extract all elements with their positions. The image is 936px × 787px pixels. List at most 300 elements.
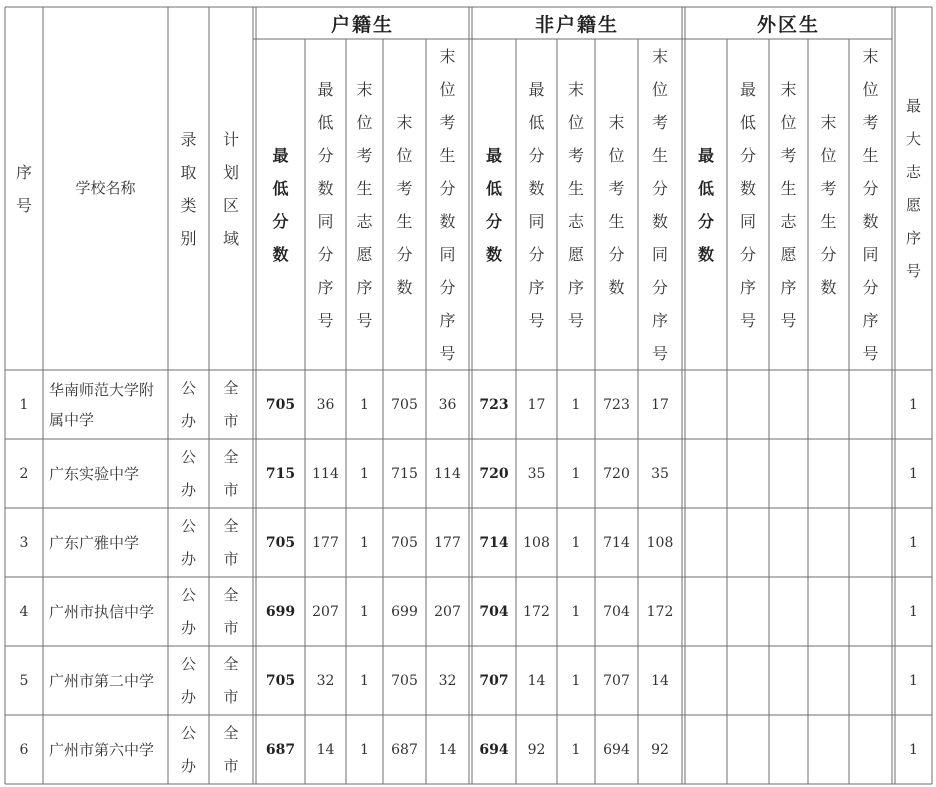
subheader-last-score-rank-char: 同 <box>651 244 668 264</box>
cell-feihuji-last-wish-no <box>557 508 595 577</box>
cell-index-text: 6 <box>19 741 29 758</box>
subheader-last-score-rank <box>849 39 892 370</box>
cell-huji-same-score-rank-text: 32 <box>316 672 335 689</box>
cell-admission-type-text: 公办 <box>180 378 196 430</box>
header-plan-region-char: 划 <box>222 162 239 182</box>
cell-school-name-text: 广州市执信中学 <box>49 602 155 621</box>
cell-huji-last-score-rank <box>426 508 469 577</box>
subheader-last-score-rank-char: 考 <box>439 112 456 132</box>
cell-waiqu-last-score-rank <box>849 577 892 646</box>
cell-waiqu-same-score-rank <box>727 715 769 784</box>
cell-feihuji-last-wish-no <box>557 577 595 646</box>
cell-huji-last-wish-no-text: 1 <box>360 465 369 482</box>
group-header-huji <box>256 7 469 39</box>
cell-max-wish-no-text: 1 <box>909 534 918 551</box>
subheader-last-wish-no-char: 末 <box>567 79 584 99</box>
cell-waiqu-last-score-rank <box>849 646 892 715</box>
subheader-last-score-rank-char: 末 <box>651 46 668 66</box>
cell-school-name <box>43 370 168 439</box>
subheader-last-score-char: 分 <box>396 244 413 264</box>
header-max-wish-no-char: 大 <box>905 129 921 148</box>
cell-huji-last-score-rank-text: 14 <box>438 741 457 758</box>
cell-admission-type-text: 公办 <box>180 723 196 775</box>
cell-feihuji-last-score-rank-text: 172 <box>646 603 674 620</box>
subheader-same-score-rank-char: 号 <box>739 310 756 330</box>
subheader-last-wish-no-text <box>568 73 584 337</box>
subheader-last-score-char: 生 <box>608 211 625 231</box>
cell-plan-region <box>209 508 253 577</box>
subheader-last-score-rank-text <box>652 40 668 370</box>
header-max-wish-no-char: 志 <box>905 162 921 181</box>
cell-feihuji-same-score-rank-text: 17 <box>527 396 546 413</box>
subheader-last-score-rank-char: 位 <box>439 79 456 99</box>
subheader-last-score-char: 考 <box>608 178 625 198</box>
cell-waiqu-last-wish-no <box>769 715 808 784</box>
cell-huji-last-wish-no <box>346 715 383 784</box>
subheader-same-score-rank-text <box>740 73 756 337</box>
subheader-same-score-rank <box>727 39 769 370</box>
cell-plan-region <box>209 370 253 439</box>
cell-feihuji-same-score-rank-text: 14 <box>527 672 546 689</box>
cell-plan-region-text: 全市 <box>223 654 239 706</box>
subheader-last-score-text <box>396 106 412 304</box>
subheader-same-score-rank-char: 分 <box>528 145 545 165</box>
header-max-wish-no-char: 愿 <box>905 195 921 214</box>
header-plan-region-char: 区 <box>222 195 239 215</box>
cell-waiqu-last-wish-no <box>769 646 808 715</box>
subheader-last-score-char: 数 <box>820 277 837 297</box>
cell-feihuji-same-score-rank <box>516 715 557 784</box>
subheader-min-score-char: 分 <box>272 211 289 231</box>
cell-feihuji-min-score <box>472 370 516 439</box>
cell-huji-last-score-rank <box>426 646 469 715</box>
subheader-last-score-rank-text <box>439 40 455 370</box>
subheader-min-score-char: 最 <box>697 145 714 165</box>
subheader-last-wish-no-char: 号 <box>780 310 797 330</box>
subheader-last-score-rank-char: 分 <box>651 178 668 198</box>
cell-huji-last-score-rank-text: 36 <box>438 396 457 413</box>
header-index <box>5 7 43 370</box>
cell-huji-last-wish-no-text: 1 <box>360 396 369 413</box>
subheader-last-score-char: 生 <box>820 211 837 231</box>
subheader-min-score-char: 低 <box>697 178 714 198</box>
cell-index <box>5 370 43 439</box>
cell-huji-last-wish-no-text: 1 <box>360 672 369 689</box>
cell-plan-region-text: 全市 <box>223 585 239 637</box>
cell-index-text: 5 <box>19 672 29 689</box>
cell-huji-min-score <box>256 508 305 577</box>
cell-huji-last-score-rank-text: 207 <box>434 603 461 620</box>
cell-school-name <box>43 646 168 715</box>
subheader-last-score-char: 分 <box>608 244 625 264</box>
subheader-last-wish-no-char: 末 <box>780 79 797 99</box>
subheader-last-score-rank-char: 位 <box>651 79 668 99</box>
cell-waiqu-min-score <box>685 508 727 577</box>
cell-waiqu-min-score <box>685 577 727 646</box>
cell-huji-last-score <box>383 577 426 646</box>
subheader-last-score-rank-char: 生 <box>862 145 879 165</box>
subheader-same-score-rank-char: 低 <box>739 112 756 132</box>
group-header-feihuji-text: 非户籍生 <box>534 13 619 36</box>
cell-huji-last-score <box>383 439 426 508</box>
cell-huji-last-score-rank <box>426 577 469 646</box>
cell-waiqu-same-score-rank <box>727 439 769 508</box>
cell-waiqu-min-score <box>685 370 727 439</box>
cell-feihuji-last-wish-no-text: 1 <box>571 672 581 689</box>
subheader-last-score-rank-char: 位 <box>862 79 879 99</box>
cell-feihuji-last-score-rank <box>638 370 682 439</box>
subheader-last-score-rank-char: 序 <box>651 310 668 330</box>
cell-feihuji-last-score-rank <box>638 577 682 646</box>
subheader-last-wish-no-char: 志 <box>780 211 797 231</box>
subheader-last-wish-no <box>346 39 383 370</box>
cell-huji-last-score-rank-text: 114 <box>434 465 461 482</box>
cell-index <box>5 646 43 715</box>
header-admission-type-char: 录 <box>180 129 197 149</box>
cell-huji-min-score-text: 699 <box>265 603 296 620</box>
subheader-last-score-rank <box>638 39 682 370</box>
cell-index <box>5 715 43 784</box>
cell-huji-min-score <box>256 577 305 646</box>
cell-index <box>5 577 43 646</box>
subheader-last-score-rank-char: 数 <box>439 211 456 231</box>
subheader-min-score-char: 分 <box>697 211 714 231</box>
subheader-last-wish-no-char: 考 <box>780 145 797 165</box>
subheader-min-score-char: 低 <box>272 178 289 198</box>
subheader-last-score-char: 生 <box>396 211 413 231</box>
cell-feihuji-last-wish-no <box>557 715 595 784</box>
cell-feihuji-last-score-rank-text: 35 <box>651 465 669 482</box>
cell-feihuji-last-score-rank <box>638 646 682 715</box>
subheader-last-wish-no-char: 位 <box>780 112 797 132</box>
cell-huji-last-wish-no <box>346 646 383 715</box>
subheader-last-wish-no <box>769 39 808 370</box>
cell-index-text: 3 <box>19 534 29 551</box>
subheader-last-score-char: 末 <box>396 112 413 132</box>
header-plan-region-char: 域 <box>222 228 239 248</box>
cell-admission-type <box>168 370 209 439</box>
cell-huji-last-score <box>383 508 426 577</box>
cell-feihuji-min-score-text: 707 <box>479 672 509 689</box>
subheader-last-wish-no <box>557 39 595 370</box>
subheader-same-score-rank-char: 序 <box>317 277 334 297</box>
subheader-last-score <box>383 39 426 370</box>
cell-feihuji-min-score <box>472 439 516 508</box>
cell-huji-min-score <box>256 715 305 784</box>
subheader-min-score <box>472 39 516 370</box>
header-plan-region-char: 计 <box>222 129 239 149</box>
cell-huji-last-wish-no <box>346 439 383 508</box>
subheader-same-score-rank <box>516 39 557 370</box>
cell-feihuji-min-score-text: 723 <box>479 396 509 413</box>
cell-waiqu-last-score <box>808 370 849 439</box>
cell-huji-min-score-text: 705 <box>265 534 296 551</box>
subheader-last-score <box>808 39 849 370</box>
cell-school-name-text: 广东广雅中学 <box>49 533 140 552</box>
subheader-last-wish-no-char: 生 <box>780 178 797 198</box>
subheader-same-score-rank-char: 号 <box>528 310 545 330</box>
cell-feihuji-last-score-rank <box>638 508 682 577</box>
subheader-min-score <box>685 39 727 370</box>
cell-feihuji-last-wish-no-text: 1 <box>571 465 581 482</box>
cell-feihuji-min-score-text: 720 <box>479 465 509 482</box>
cell-feihuji-last-wish-no <box>557 370 595 439</box>
cell-huji-min-score-text: 705 <box>265 396 296 413</box>
subheader-same-score-rank <box>305 39 346 370</box>
subheader-last-score-rank-char: 同 <box>862 244 879 264</box>
cell-feihuji-same-score-rank-text: 35 <box>527 465 546 482</box>
cell-waiqu-last-wish-no <box>769 439 808 508</box>
subheader-last-score-rank-char: 末 <box>439 46 456 66</box>
cell-max-wish-no <box>895 508 932 577</box>
cell-feihuji-last-wish-no-text: 1 <box>571 396 581 413</box>
cell-huji-last-wish-no <box>346 577 383 646</box>
subheader-last-score-rank-char: 生 <box>651 145 668 165</box>
cell-feihuji-last-score <box>595 508 638 577</box>
subheader-same-score-rank-text <box>528 73 544 337</box>
header-index-char: 序 <box>15 162 32 182</box>
cell-admission-type <box>168 577 209 646</box>
cell-feihuji-min-score <box>472 715 516 784</box>
cell-huji-min-score-text: 705 <box>265 672 296 689</box>
cell-huji-same-score-rank <box>305 439 346 508</box>
subheader-same-score-rank-char: 同 <box>317 211 334 231</box>
header-max-wish-no-char: 号 <box>905 261 921 280</box>
subheader-same-score-rank-char: 序 <box>528 277 545 297</box>
cell-max-wish-no-text: 1 <box>909 672 918 689</box>
subheader-same-score-rank-text <box>317 73 333 337</box>
cell-admission-type <box>168 508 209 577</box>
cell-huji-last-score-text: 705 <box>391 534 418 551</box>
header-index-text <box>16 156 32 222</box>
cell-school-name-text: 广州市第六中学 <box>49 740 155 759</box>
subheader-min-score-text <box>698 139 714 271</box>
cell-index-text: 4 <box>19 603 29 620</box>
subheader-last-score-rank-char: 号 <box>439 343 456 363</box>
header-plan-region-text <box>223 123 239 255</box>
cell-max-wish-no <box>895 646 932 715</box>
header-max-wish-no <box>895 7 932 370</box>
cell-huji-last-score <box>383 646 426 715</box>
subheader-last-score-rank-char: 号 <box>862 343 879 363</box>
subheader-last-wish-no-char: 号 <box>356 310 373 330</box>
header-plan-region <box>209 7 253 370</box>
subheader-min-score-text <box>486 139 502 271</box>
cell-feihuji-min-score-text: 714 <box>479 534 509 551</box>
cell-feihuji-last-score <box>595 577 638 646</box>
cell-feihuji-last-wish-no-text: 1 <box>571 603 581 620</box>
subheader-last-score-char: 考 <box>820 178 837 198</box>
header-max-wish-no-text <box>906 90 921 288</box>
cell-huji-same-score-rank <box>305 646 346 715</box>
cell-admission-type-text: 公办 <box>180 447 196 499</box>
subheader-last-score-rank-char: 号 <box>651 343 668 363</box>
cell-max-wish-no-text: 1 <box>909 396 918 413</box>
cell-huji-last-score <box>383 715 426 784</box>
header-admission-type <box>168 7 209 370</box>
subheader-min-score-char: 最 <box>485 145 502 165</box>
cell-huji-same-score-rank-text: 14 <box>316 741 335 758</box>
cell-admission-type-text: 公办 <box>180 516 196 568</box>
cell-index <box>5 508 43 577</box>
cell-huji-last-score-rank <box>426 439 469 508</box>
cell-feihuji-min-score <box>472 646 516 715</box>
cell-feihuji-min-score-text: 704 <box>479 603 509 620</box>
subheader-same-score-rank-char: 序 <box>739 277 756 297</box>
cell-waiqu-last-score <box>808 439 849 508</box>
subheader-last-score-rank-char: 生 <box>439 145 456 165</box>
cell-huji-last-score-text: 715 <box>391 465 418 482</box>
subheader-last-score-rank-char: 分 <box>651 277 668 297</box>
cell-max-wish-no <box>895 715 932 784</box>
header-max-wish-no-char: 序 <box>905 228 921 247</box>
subheader-last-score-char: 考 <box>396 178 413 198</box>
cell-feihuji-last-score-rank-text: 14 <box>651 672 669 689</box>
cell-admission-type <box>168 715 209 784</box>
cell-feihuji-same-score-rank <box>516 646 557 715</box>
subheader-min-score-char: 最 <box>272 145 289 165</box>
cell-huji-last-wish-no-text: 1 <box>360 534 369 551</box>
cell-huji-same-score-rank-text: 36 <box>316 396 335 413</box>
subheader-last-score-rank-char: 分 <box>862 178 879 198</box>
cell-huji-same-score-rank <box>305 715 346 784</box>
subheader-last-score-rank-char: 序 <box>439 310 456 330</box>
subheader-last-wish-no-char: 考 <box>356 145 373 165</box>
group-header-waiqu <box>685 7 892 39</box>
cell-max-wish-no <box>895 577 932 646</box>
cell-feihuji-last-wish-no-text: 1 <box>571 534 581 551</box>
subheader-same-score-rank-char: 数 <box>317 178 334 198</box>
cell-index-text: 1 <box>19 396 29 413</box>
subheader-last-wish-no-char: 愿 <box>356 244 373 264</box>
cell-feihuji-last-score-rank-text: 17 <box>651 396 669 413</box>
subheader-min-score <box>256 39 305 370</box>
cell-waiqu-same-score-rank <box>727 577 769 646</box>
header-admission-type-text <box>180 123 196 255</box>
cell-feihuji-last-wish-no <box>557 439 595 508</box>
cell-feihuji-same-score-rank-text: 108 <box>523 534 550 551</box>
cell-feihuji-last-score-text: 704 <box>603 603 630 620</box>
subheader-same-score-rank-char: 同 <box>739 211 756 231</box>
cell-waiqu-min-score <box>685 715 727 784</box>
cell-feihuji-min-score-text: 694 <box>479 741 509 758</box>
header-admission-type-char: 别 <box>180 228 197 248</box>
subheader-last-score-char: 位 <box>396 145 413 165</box>
subheader-same-score-rank-char: 分 <box>739 145 756 165</box>
subheader-same-score-rank-char: 最 <box>739 79 756 99</box>
cell-waiqu-last-score-rank <box>849 439 892 508</box>
subheader-last-wish-no-text <box>356 73 372 337</box>
subheader-same-score-rank-char: 最 <box>317 79 334 99</box>
subheader-same-score-rank-char: 数 <box>739 178 756 198</box>
subheader-last-score-rank-char: 考 <box>651 112 668 132</box>
cell-waiqu-last-score <box>808 577 849 646</box>
subheader-last-score-text <box>608 106 624 304</box>
group-header-waiqu-text: 外区生 <box>756 13 820 36</box>
cell-huji-last-wish-no <box>346 370 383 439</box>
group-header-huji-text: 户籍生 <box>330 13 394 36</box>
cell-feihuji-last-score <box>595 370 638 439</box>
subheader-same-score-rank-char: 同 <box>528 211 545 231</box>
subheader-last-score-char: 位 <box>820 145 837 165</box>
cell-waiqu-last-score-rank <box>849 508 892 577</box>
cell-plan-region-text: 全市 <box>223 723 239 775</box>
subheader-last-score-char: 末 <box>608 112 625 132</box>
cell-school-name-text: 广东实验中学 <box>49 464 140 483</box>
cell-huji-last-score-text: 687 <box>391 741 418 758</box>
cell-plan-region <box>209 439 253 508</box>
cell-feihuji-last-wish-no <box>557 646 595 715</box>
cell-feihuji-same-score-rank <box>516 577 557 646</box>
subheader-last-score-char: 分 <box>820 244 837 264</box>
cell-admission-type <box>168 646 209 715</box>
subheader-same-score-rank-char: 分 <box>317 244 334 264</box>
cell-huji-same-score-rank <box>305 508 346 577</box>
cell-waiqu-last-wish-no <box>769 370 808 439</box>
cell-waiqu-last-score-rank <box>849 370 892 439</box>
cell-feihuji-last-score-rank-text: 108 <box>646 534 674 551</box>
subheader-last-score-text <box>820 106 836 304</box>
cell-waiqu-last-wish-no <box>769 508 808 577</box>
cell-huji-last-score-rank-text: 32 <box>438 672 457 689</box>
cell-feihuji-same-score-rank <box>516 439 557 508</box>
cell-huji-last-wish-no <box>346 508 383 577</box>
cell-huji-same-score-rank-text: 177 <box>312 534 339 551</box>
cell-waiqu-same-score-rank <box>727 646 769 715</box>
cell-index <box>5 439 43 508</box>
cell-plan-region <box>209 715 253 784</box>
cell-max-wish-no-text: 1 <box>909 465 918 482</box>
subheader-last-score-rank-char: 数 <box>862 211 879 231</box>
cell-huji-min-score <box>256 439 305 508</box>
subheader-same-score-rank-char: 号 <box>317 310 334 330</box>
cell-waiqu-same-score-rank <box>727 508 769 577</box>
subheader-last-wish-no-char: 序 <box>567 277 584 297</box>
cell-plan-region-text: 全市 <box>223 447 239 499</box>
cell-plan-region <box>209 646 253 715</box>
cell-max-wish-no <box>895 370 932 439</box>
cell-huji-last-score-text: 705 <box>391 396 418 413</box>
cell-waiqu-last-score <box>808 715 849 784</box>
subheader-same-score-rank-char: 最 <box>528 79 545 99</box>
cell-huji-last-score <box>383 370 426 439</box>
cell-huji-same-score-rank-text: 114 <box>312 465 339 482</box>
subheader-min-score-char: 低 <box>485 178 502 198</box>
subheader-min-score-char: 数 <box>697 244 714 264</box>
cell-max-wish-no-text: 1 <box>909 741 918 758</box>
subheader-last-score-rank-char: 考 <box>862 112 879 132</box>
cell-feihuji-last-score <box>595 439 638 508</box>
cell-waiqu-last-wish-no <box>769 577 808 646</box>
header-admission-type-char: 类 <box>180 195 197 215</box>
subheader-same-score-rank-char: 分 <box>317 145 334 165</box>
cell-school-name <box>43 577 168 646</box>
subheader-same-score-rank-char: 数 <box>528 178 545 198</box>
subheader-last-score-char: 数 <box>608 277 625 297</box>
cell-feihuji-last-score-text: 723 <box>603 396 630 413</box>
subheader-last-score-rank-char: 同 <box>439 244 456 264</box>
cell-feihuji-last-wish-no-text: 1 <box>571 741 581 758</box>
subheader-last-wish-no-char: 生 <box>567 178 584 198</box>
header-max-wish-no-char: 最 <box>905 96 921 115</box>
cell-max-wish-no-text: 1 <box>909 603 918 620</box>
cell-feihuji-same-score-rank <box>516 508 557 577</box>
subheader-min-score-char: 数 <box>485 244 502 264</box>
subheader-same-score-rank-char: 分 <box>528 244 545 264</box>
header-school-name <box>43 7 168 370</box>
header-school-name-text: 学校名称 <box>75 179 136 197</box>
cell-feihuji-min-score <box>472 577 516 646</box>
